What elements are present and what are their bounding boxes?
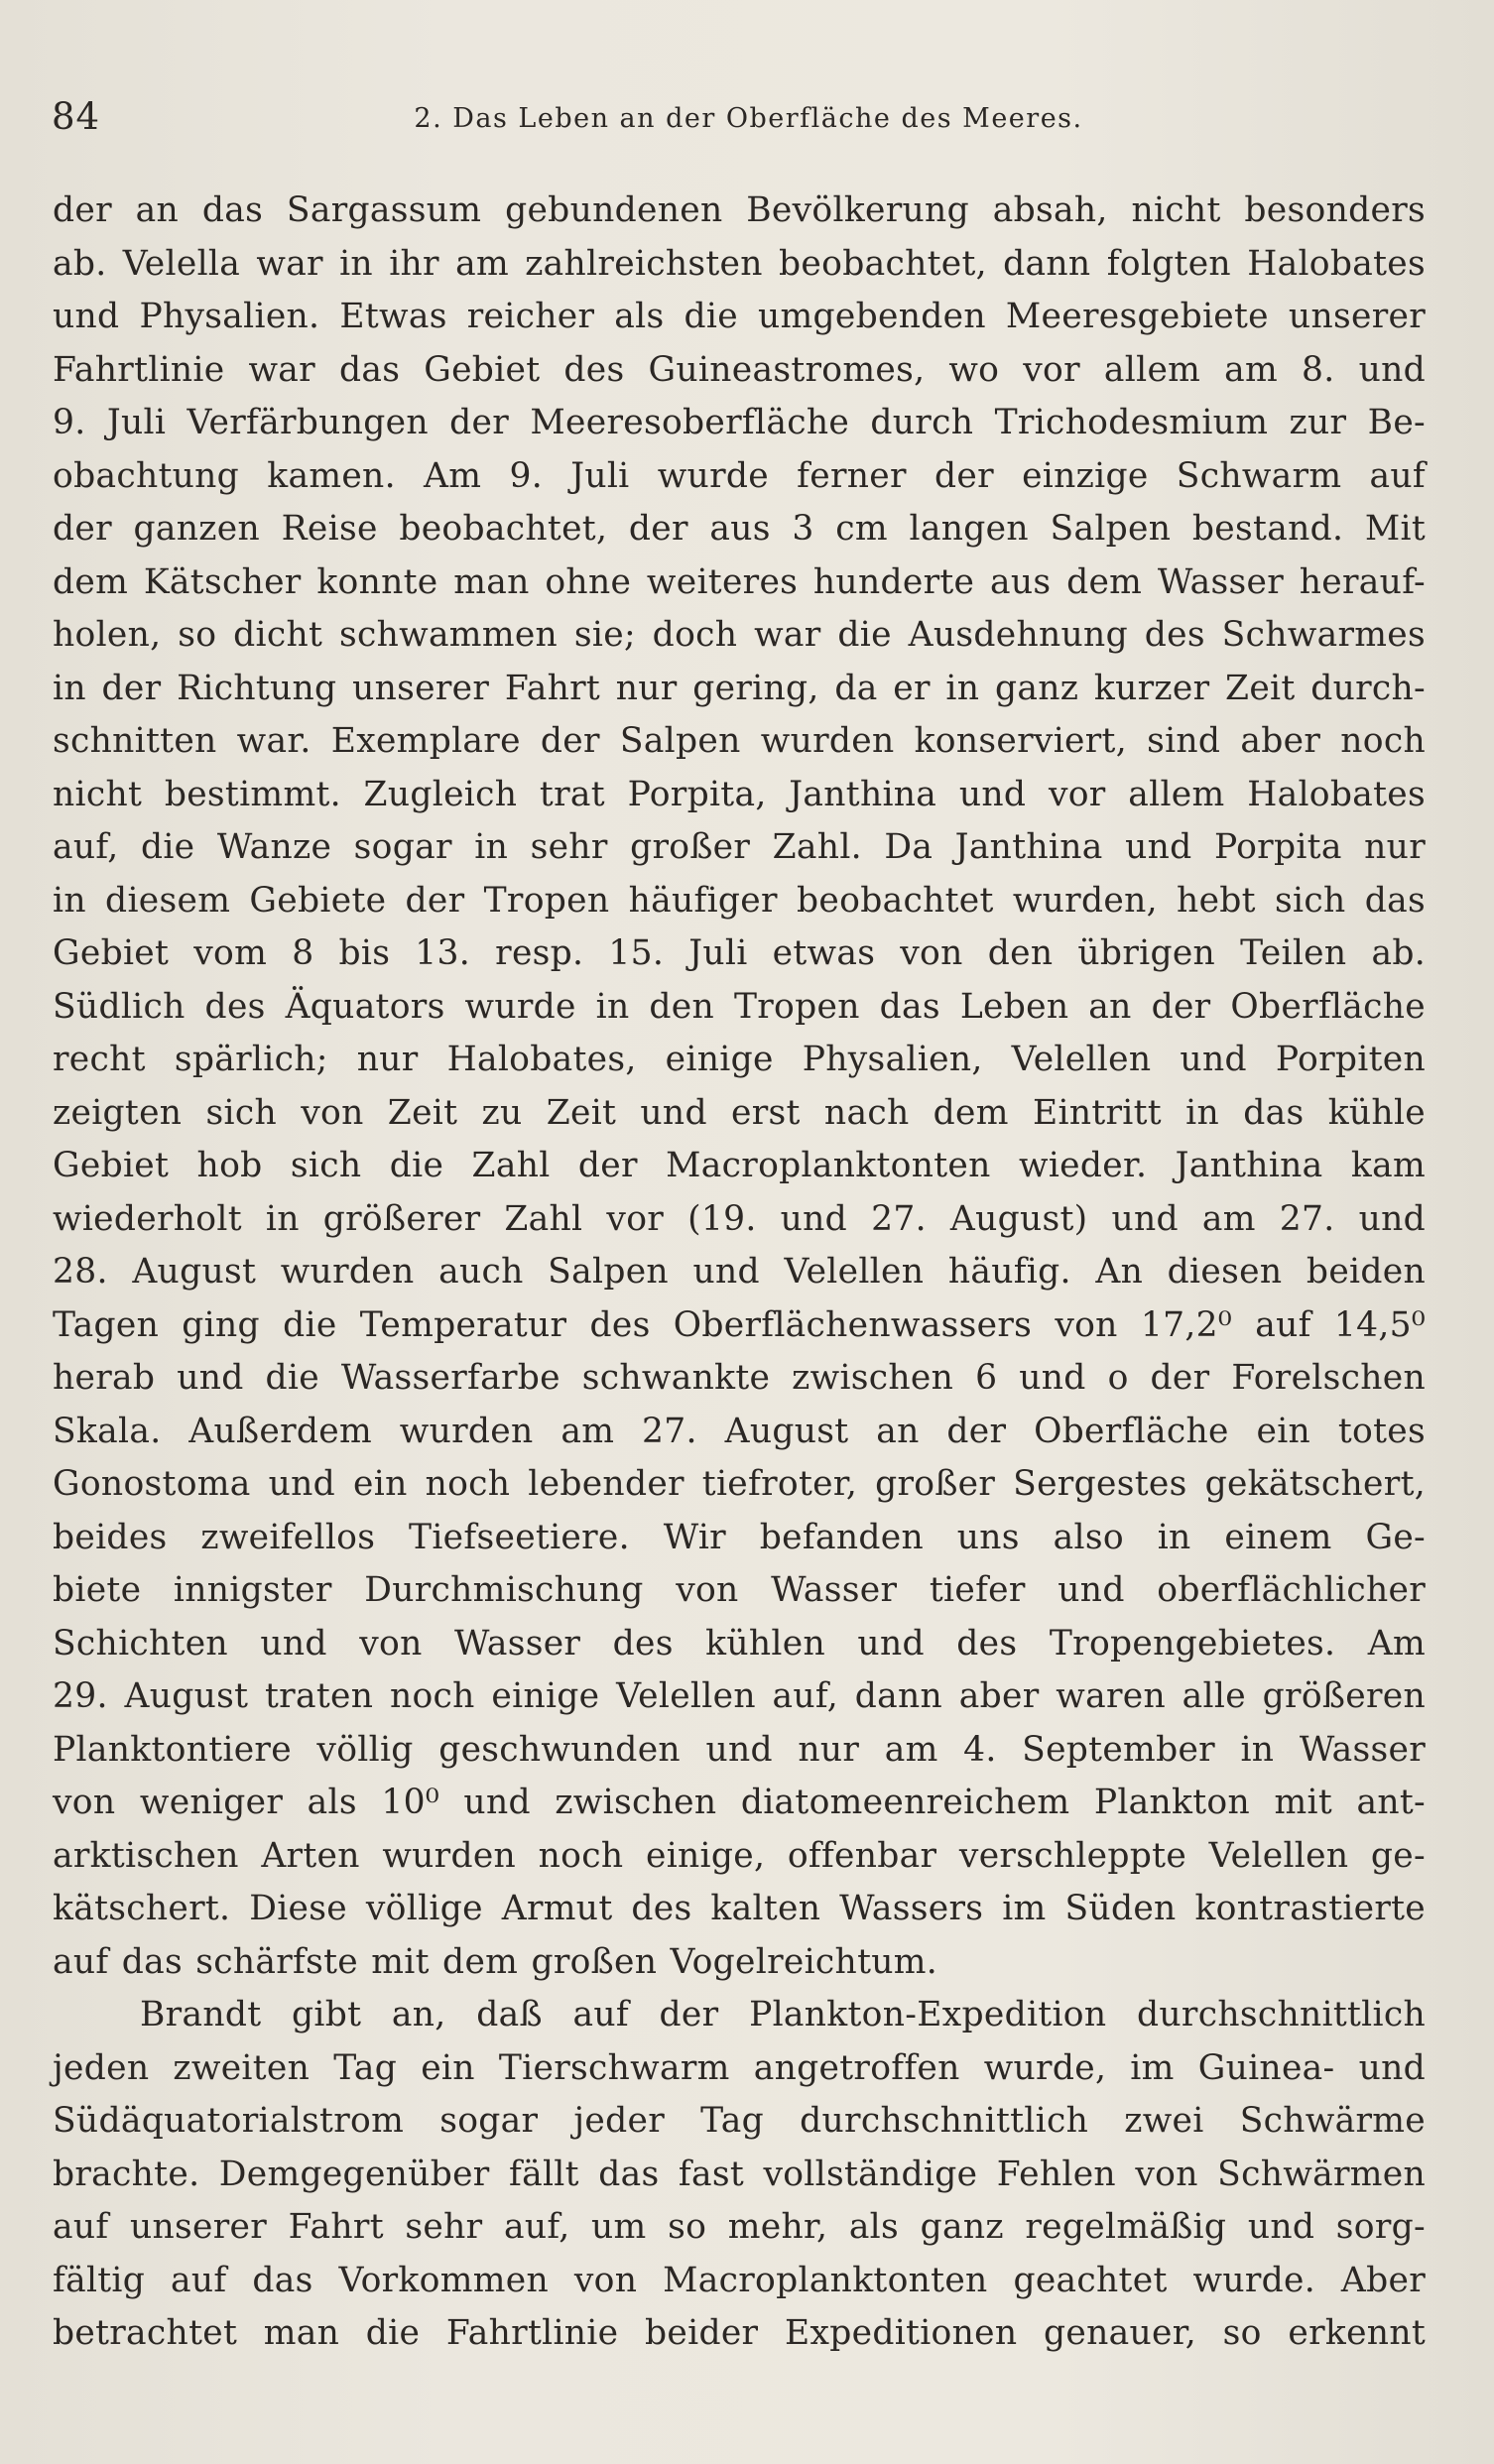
text-line: 29. August traten noch einige Velellen auf, dann aber waren alle größeren — [53, 1676, 1426, 1716]
text-line: 28. August wurden auch Salpen und Velellen häufig. An diesen beiden — [53, 1252, 1426, 1292]
text-line: Gebiet vom 8 bis 13. resp. 15. Juli etwas von den übrigen Teilen ab. — [53, 933, 1426, 973]
text-line: betrachtet man die Fahrtlinie beider Expeditionen genauer, so erkennt — [53, 2313, 1426, 2353]
text-line: jeden zweiten Tag ein Tierschwarm angetroffen wurde, im Guinea- und — [53, 2047, 1426, 2088]
text-line: kätschert. Diese völlige Armut des kalten Wassers im Süden kontrastierte — [53, 1889, 1426, 1928]
text-line: auf, die Wanze sogar in sehr großer Zahl. Da Janthina und Porpita nur — [53, 827, 1426, 867]
text-line: auf das schärfste mit dem großen Vogelreichtum. — [53, 1941, 938, 1982]
text-line: Gonostoma und ein noch lebender tiefroter, großer Sergestes gekätschert, — [53, 1464, 1426, 1504]
text-line: 9. Juli Verfärbungen der Meeresoberfläche durch Trichodesmium zur Be- — [53, 403, 1426, 442]
body-text — [53, 185, 1426, 2361]
text-line: und Physalien. Etwas reicher als die umgebenden Meeresgebiete unserer — [53, 297, 1426, 336]
text-line: dem Kätscher konnte man ohne weiteres hunderte aus dem Wasser herauf- — [53, 561, 1426, 602]
paragraph-1 — [53, 185, 1426, 1989]
text-line: recht spärlich; nur Halobates, einige Physalien, Velellen und Porpiten — [53, 1040, 1426, 1079]
running-title: 2. Das Leben an der Oberfläche des Meeres. — [414, 103, 1083, 134]
text-line: herab und die Wasserfarbe schwankte zwischen 6 und o der Forelschen — [53, 1358, 1426, 1398]
text-line: holen, so dicht schwammen sie; doch war die Ausdehnung des Schwarmes — [53, 615, 1426, 655]
text-line: Tagen ging die Temperatur des Oberflächenwassers von 17,2⁰ auf 14,5⁰ — [53, 1304, 1426, 1345]
text-line: in der Richtung unserer Fahrt nur gering, da er in ganz kurzer Zeit durch- — [53, 668, 1426, 708]
text-line: zeigten sich von Zeit zu Zeit und erst nach dem Eintritt in das kühle — [53, 1092, 1426, 1133]
text-line: in diesem Gebiete der Tropen häufiger beobachtet wurden, hebt sich das — [53, 880, 1426, 921]
text-line: Südäquatorialstrom sogar jeder Tag durchschnittlich zwei Schwärme — [53, 2101, 1426, 2141]
paragraph-2 — [53, 1989, 1426, 2361]
page-number: 84 — [52, 95, 101, 138]
text-line: der ganzen Reise beobachtet, der aus 3 cm langen Salpen bestand. Mit — [53, 509, 1426, 549]
text-line: Gebiet hob sich die Zahl der Macroplanktonten wieder. Janthina kam — [53, 1146, 1426, 1185]
text-line: brachte. Demgegenüber fällt das fast vollständige Fehlen von Schwärmen — [53, 2154, 1426, 2194]
text-line: nicht bestimmt. Zugleich trat Porpita, Janthina und vor allem Halobates — [53, 774, 1426, 814]
text-line: Schichten und von Wasser des kühlen und des Tropengebietes. Am — [53, 1623, 1426, 1663]
text-line: auf unserer Fahrt sehr auf, um so mehr, als ganz regelmäßig und sorg- — [53, 2207, 1426, 2247]
text-line: beides zweifellos Tiefseetiere. Wir befanden uns also in einem Ge- — [53, 1517, 1426, 1557]
text-line: Brandt gibt an, daß auf der Plankton-Expedition durchschnittlich — [140, 1995, 1426, 2034]
text-line: fältig auf das Vorkommen von Macroplanktonten geachtet wurde. Aber — [53, 2260, 1426, 2300]
text-line: Planktontiere völlig geschwunden und nur am 4. September in Wasser — [53, 1729, 1426, 1770]
text-line: biete innigster Durchmischung von Wasser tiefer und oberflächlicher — [53, 1570, 1426, 1610]
text-line: Südlich des Äquators wurde in den Tropen das Leben an der Oberfläche — [53, 986, 1426, 1027]
text-line: wiederholt in größerer Zahl vor (19. und 27. August) und am 27. und — [53, 1198, 1426, 1239]
text-line: Skala. Außerdem wurden am 27. August an der Oberfläche ein totes — [53, 1411, 1426, 1451]
text-line: schnitten war. Exemplare der Salpen wurden konserviert, sind aber noch — [53, 721, 1426, 761]
text-line: der an das Sargassum gebundenen Bevölkerung absah, nicht besonders — [53, 190, 1426, 230]
page-header — [52, 95, 1435, 139]
text-line: arktischen Arten wurden noch einige, offenbar verschleppte Velellen ge- — [53, 1835, 1426, 1876]
text-line: ab. Velella war in ihr am zahlreichsten beobachtet, dann folgten Halobates — [53, 243, 1426, 284]
text-line: obachtung kamen. Am 9. Juli wurde ferner der einzige Schwarm auf — [53, 455, 1426, 496]
text-line: von weniger als 10⁰ und zwischen diatomeenreichem Plankton mit ant- — [53, 1783, 1426, 1822]
text-line: Fahrtlinie war das Gebiet des Guineastromes, wo vor allem am 8. und — [53, 349, 1426, 390]
